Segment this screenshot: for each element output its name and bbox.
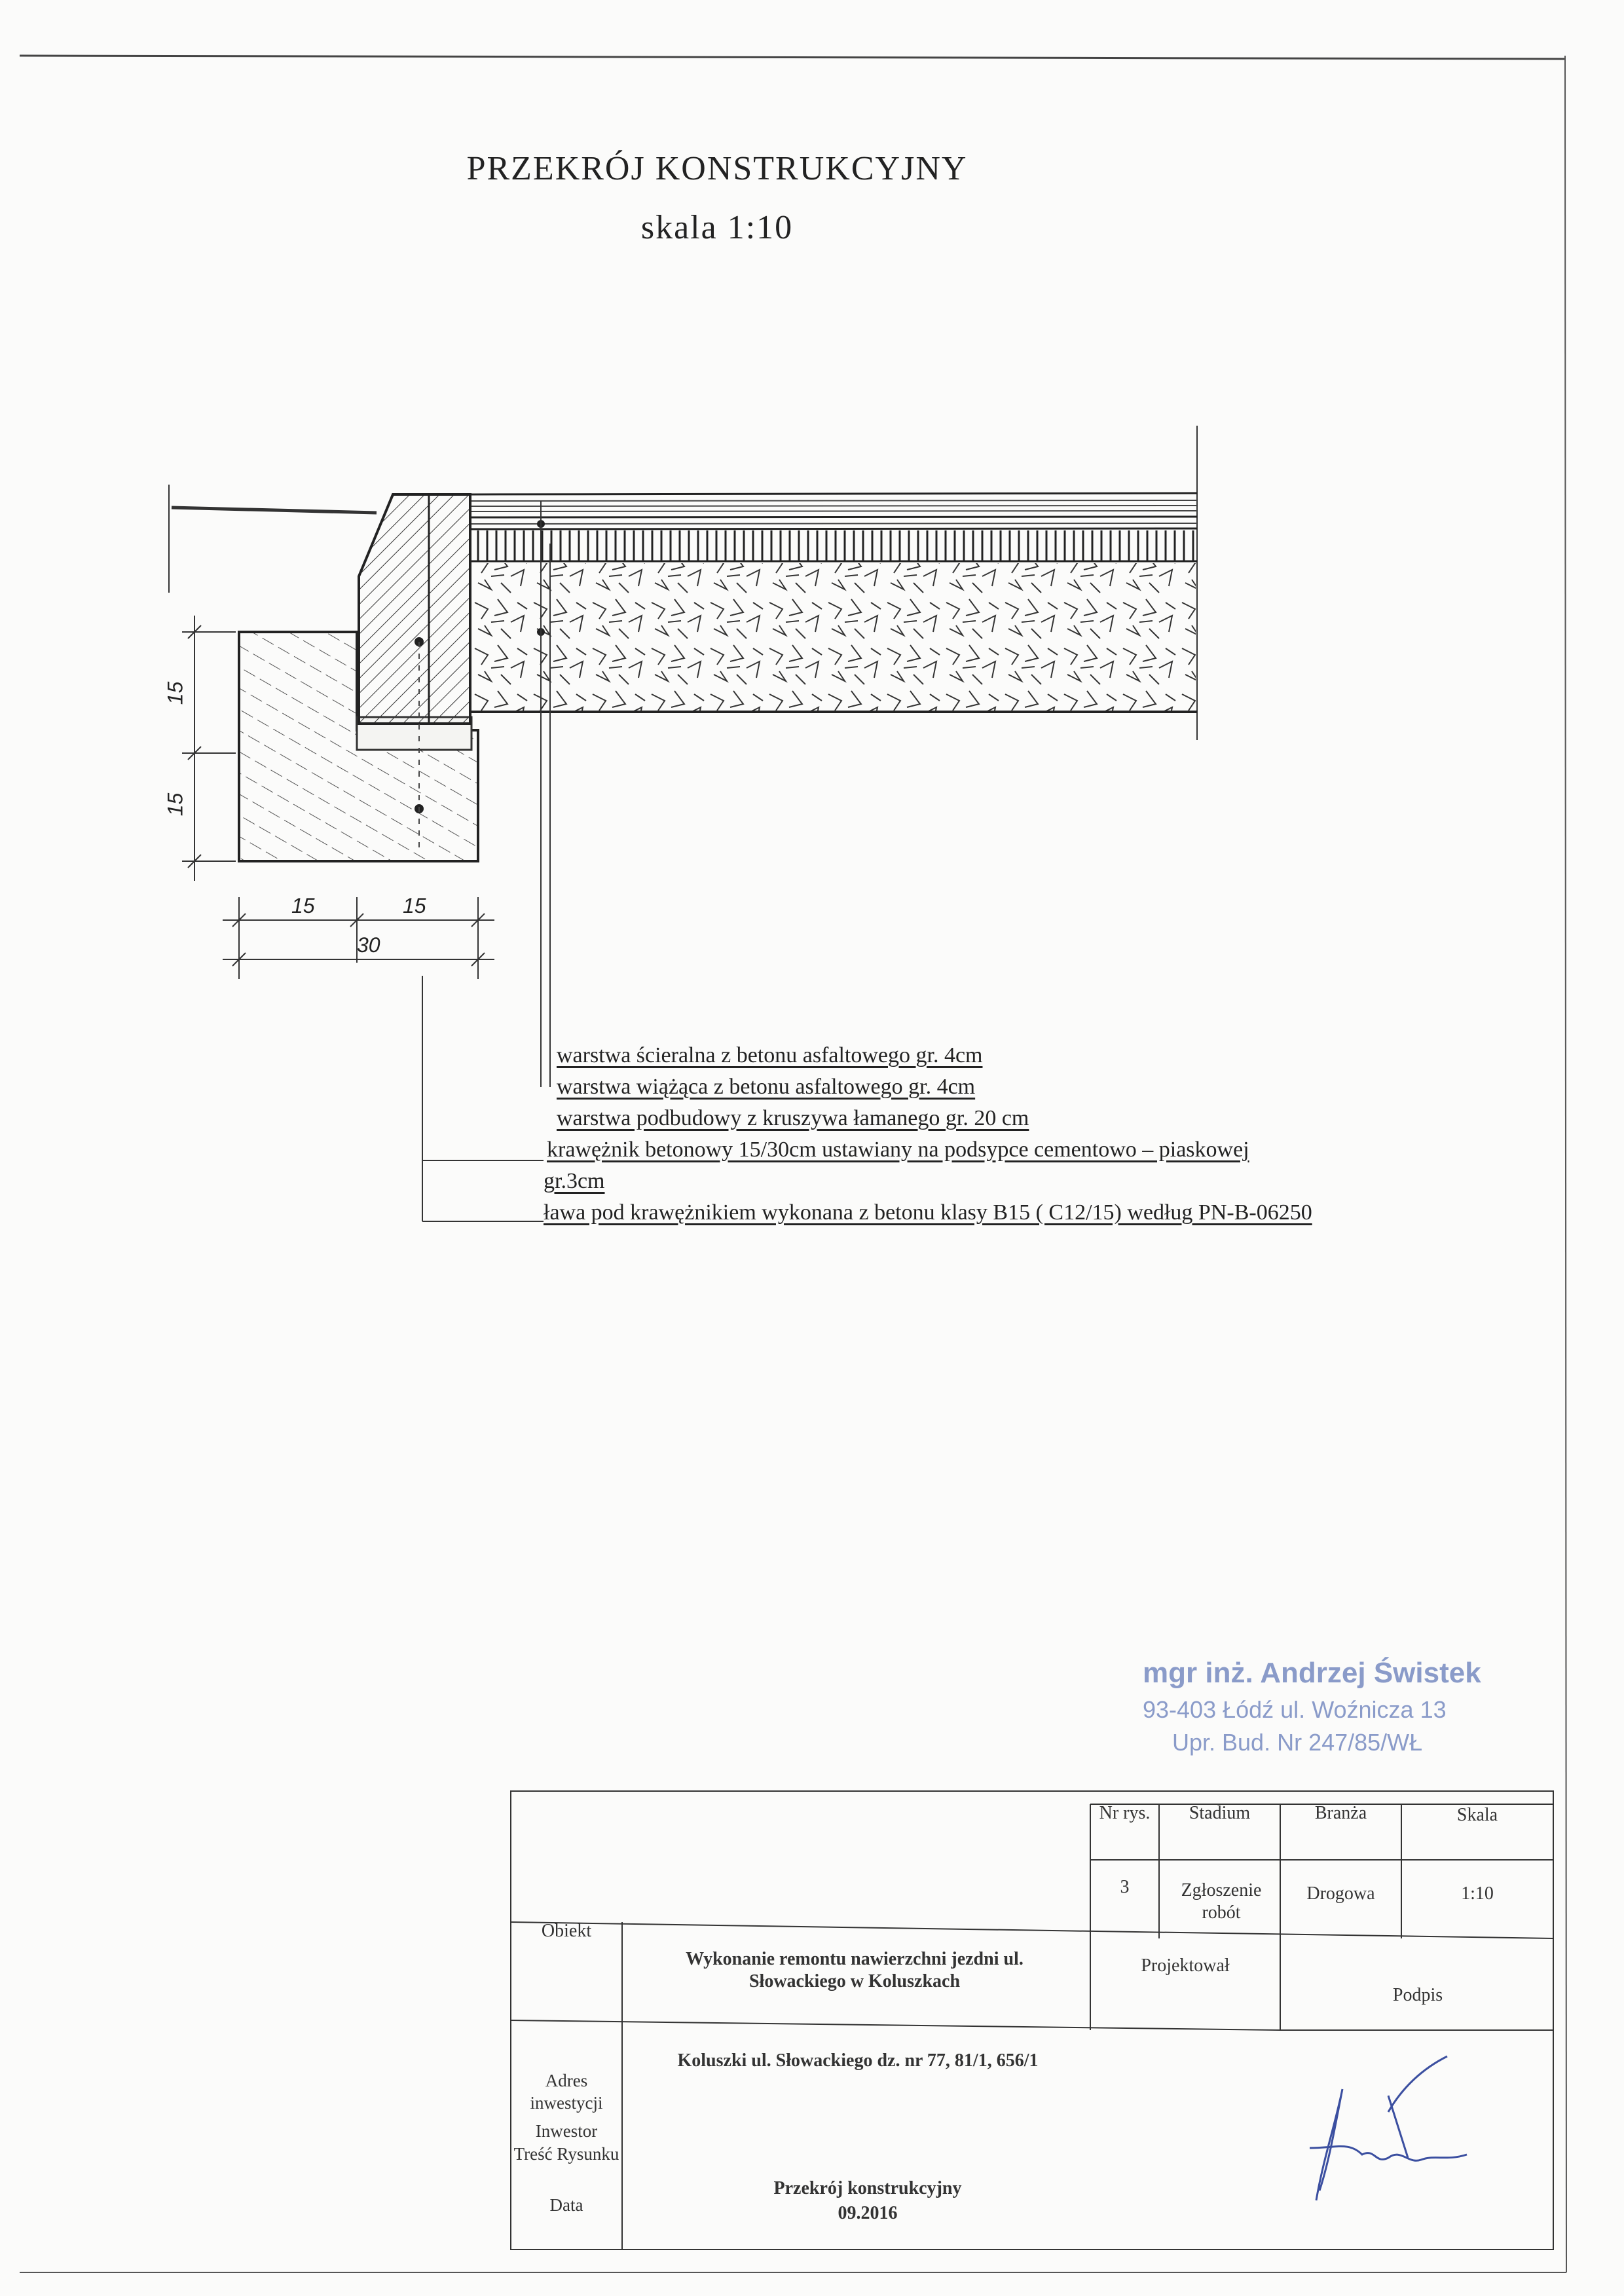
page-title: PRZEKRÓJ KONSTRUKCYJNY: [466, 150, 968, 187]
dimension-height-top: 15: [163, 681, 187, 705]
data-value: 09.2016: [838, 2203, 898, 2223]
scale-label: skala 1:10: [640, 209, 794, 246]
stamp-license: Upr. Bud. Nr 247/85/WŁ: [1172, 1729, 1423, 1756]
dimension-width-total: 30: [357, 933, 380, 957]
skala-value: 1:10: [1461, 1883, 1494, 1904]
nr-rys-label: Nr rys.: [1099, 1803, 1151, 1823]
stadium-value: Zgłoszenie robót: [1181, 1880, 1262, 1923]
legend-item: gr.3cm: [544, 1169, 605, 1193]
legend-item: ława pod krawężnikiem wykonana z betonu klasy B15 ( C12/15) według PN-B-06250: [544, 1200, 1312, 1225]
obiekt-label: Obiekt: [541, 1921, 592, 1941]
obiekt-value: Wykonanie remontu nawierzchni jezdni ul. Słowackiego w Koluszkach: [686, 1949, 1024, 1991]
legend-item: warstwa ścieralna z betonu asfaltowego gr. 4cm: [557, 1043, 983, 1067]
legend-item: warstwa podbudowy z kruszywa łamanego gr. 20 cm: [557, 1106, 1029, 1130]
stadium-label: Stadium: [1189, 1803, 1251, 1823]
nr-rys-value: 3: [1120, 1877, 1130, 1897]
skala-label: Skala: [1456, 1805, 1498, 1825]
inwestor-label: Inwestor: [535, 2121, 598, 2141]
data-label: Data: [549, 2195, 583, 2215]
podpis-label: Podpis: [1392, 1985, 1443, 2005]
stamp-address: 93-403 Łódź ul. Woźnicza 13: [1143, 1696, 1447, 1723]
adres-value: Koluszki ul. Słowackiego dz. nr 77, 81/1, 656/1: [677, 2050, 1039, 2071]
legend-item: warstwa wiążąca z betonu asfaltowego gr. 4cm: [557, 1075, 976, 1099]
tresc-label: Treść Rysunku: [513, 2144, 619, 2164]
dimension-width-right: 15: [403, 894, 426, 917]
dimension-height-bottom: 15: [163, 792, 187, 817]
stamp-name: mgr inż. Andrzej Świstek: [1143, 1657, 1481, 1689]
signature: [1297, 2050, 1513, 2207]
projektowal-label: Projektował: [1141, 1955, 1230, 1976]
dimension-width-left: 15: [291, 894, 315, 917]
branza-label: Branża: [1314, 1803, 1367, 1823]
branza-value: Drogowa: [1306, 1883, 1375, 1904]
adres-label: Adres inwestycji: [530, 2071, 603, 2113]
tresc-value: Przekrój konstrukcyjny: [773, 2178, 962, 2198]
legend-item: krawężnik betonowy 15/30cm ustawiany na podsypce cementowo – piaskowej: [547, 1138, 1249, 1162]
